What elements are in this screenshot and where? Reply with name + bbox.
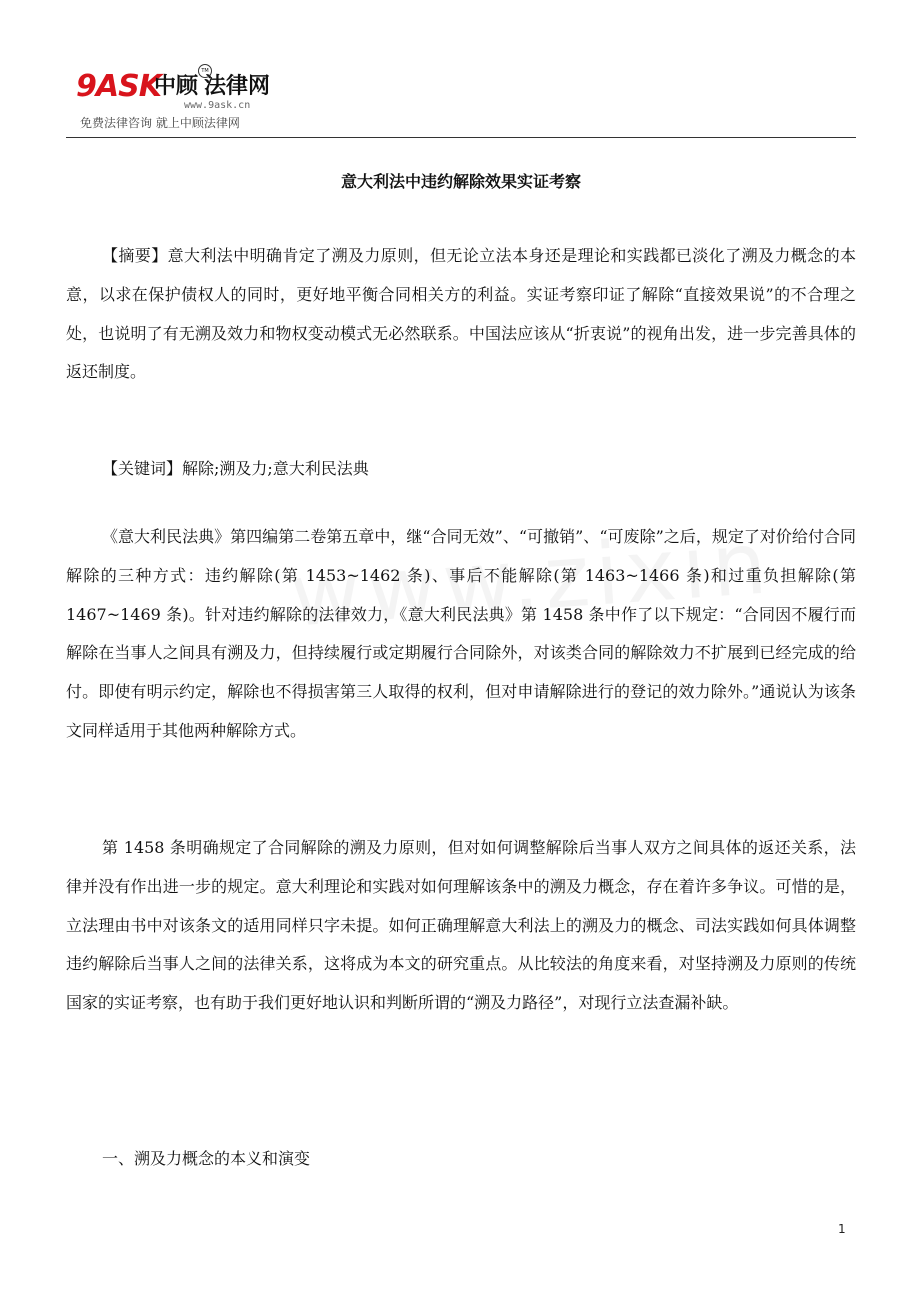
body-paragraph-2: 第 1458 条明确规定了合同解除的溯及力原则，但对如何调整解除后当事人双方之间具体的返还关系，法律并没有作出进一步的规定。意大利理论和实践对如何理解该条中的溯及力概念，存在着许多争议。可惜的是，立法理由书中对该条文的适用同样只字未提。如何正确理解意大利法上的溯及力的概念、司法实践如何具体调整违约解除后当事人之间的法律关系，这将成为本文的研究重点。从比较法的角度来看，对坚持溯及力原则的传统国家的实证考察，也有助于我们更好地认识和判断所谓的“溯及力路径”，对现行立法查漏补缺。 [66,838,856,1013]
page-number: 1 [838,1222,846,1236]
logo-url: www.9ask.cn [184,100,251,111]
logo-chinese-name: 中顾 [154,74,199,99]
logo-brand: 9ASK [76,69,161,104]
trademark-icon: TM [198,64,212,78]
keywords-paragraph: 【关键词】解除;溯及力;意大利民法典 [102,459,369,478]
header-slogan: 免费法律咨询 就上中顾法律网 [80,116,240,130]
abstract-paragraph: 【摘要】意大利法中明确肯定了溯及力原则，但无论立法本身还是理论和实践都已淡化了溯及力概念的本意，以求在保护债权人的同时，更好地平衡合同相关方的利益。实证考察印证了解除“直接效果说”的不合理之处，也说明了有无溯及效力和物权变动模式无必然联系。中国法应该从“折衷说”的视角出发，进一步完善具体的返还制度。 [66,246,856,382]
page-header [66,62,856,142]
section-heading: 一、溯及力概念的本义和演变 [102,1149,311,1168]
body-paragraph-1: 《意大利民法典》第四编第二卷第五章中，继“合同无效”、“可撤销”、“可废除”之后，规定了对价给付合同解除的三种方式：违约解除(第 1453~1462 条)、事后不能解除(第 1463~1466 条)和过重负担解除(第 1467~1469 条)。针对违约解除的法律效力，《意大利民法典》第 1458 条中作了以下规定：“合同因不履行而解除在当事人之间具有溯及力，但持续履行或定期履行合同除外，对该类合同的解除效力不扩展到已经完成的给付。即使有明示约定，解除也不得损害第三人取得的权利，但对申请解除进行的登记的效力除外。”通说认为该条文同样适用于其他两种解除方式。 [66,527,856,740]
document-title: 意大利法中违约解除效果实证考察 [340,172,581,191]
header-divider [66,137,856,138]
logo-site-name: 法律网 [204,74,271,99]
site-logo [76,70,336,110]
